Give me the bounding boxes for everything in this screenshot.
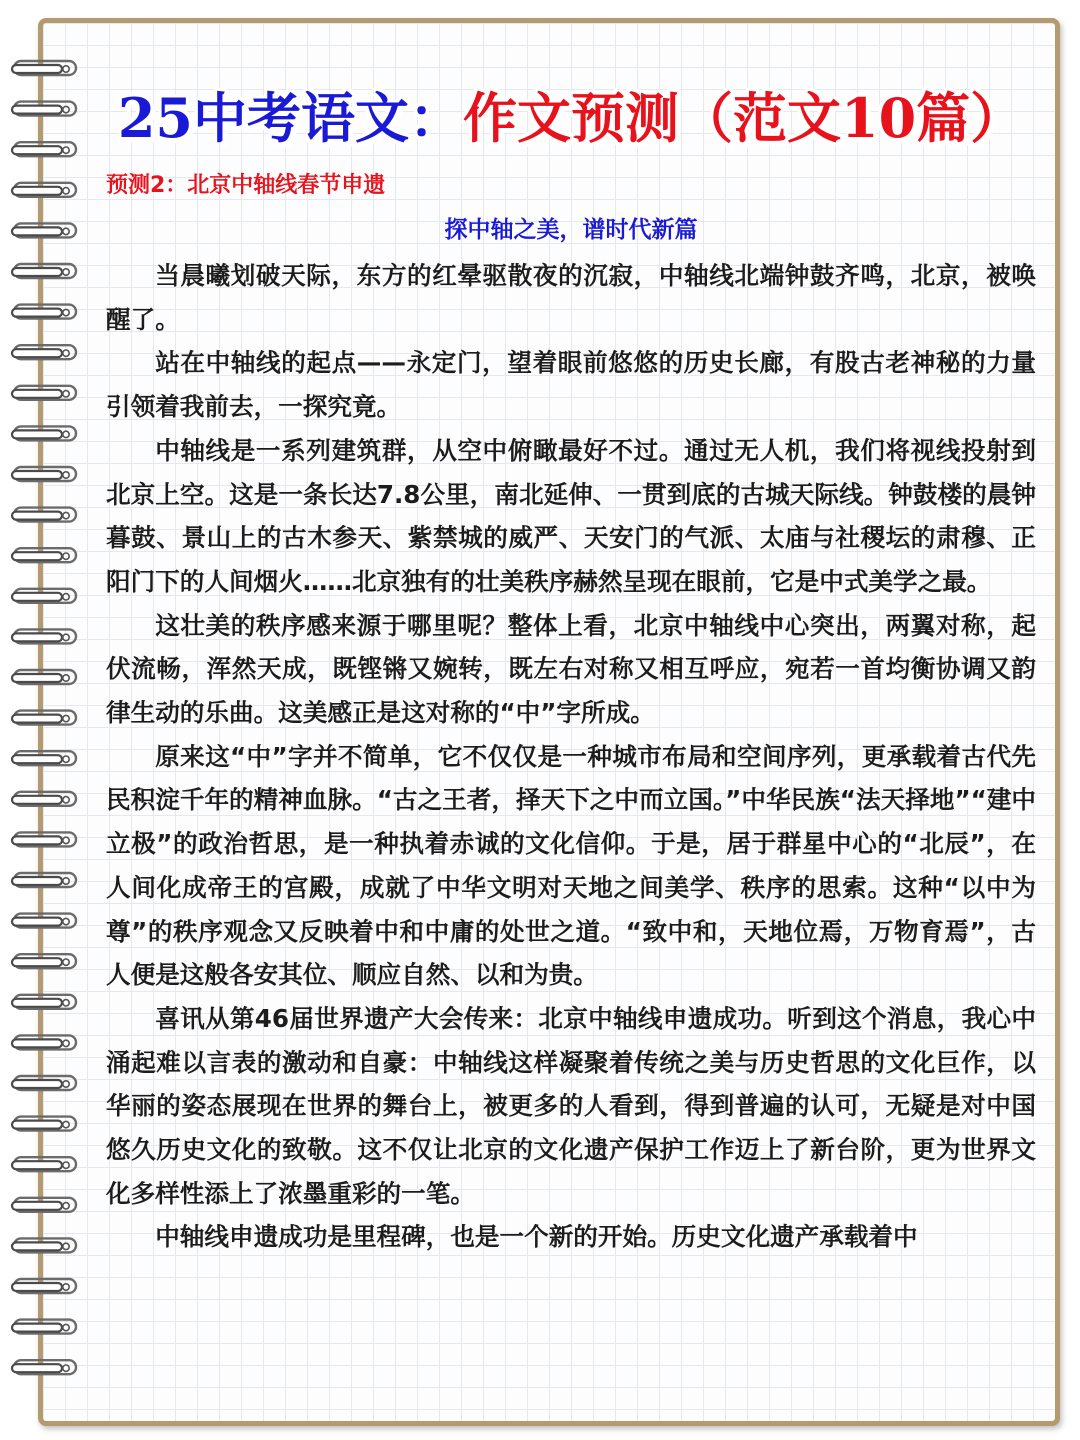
binding-ring xyxy=(12,345,76,359)
binding-ring xyxy=(12,629,76,643)
binding-ring xyxy=(12,589,76,603)
binding-ring xyxy=(12,832,76,846)
binding-ring xyxy=(12,711,76,725)
binding-ring xyxy=(12,386,76,400)
essay-paragraph: 原来这“中”字并不简单，它不仅仅是一种城市布局和空间序列，更承载着古代先民积淀千年的精神血脉。“古之王者，择天下之中而立国。”中华民族“法天择地”“建中立极”的政治哲思，是一种执着赤诚的文化信仰。于是，居于群星中心的“北辰”，在人间化成帝王的宫殿，成就了中华文明对天地之间美学、秩序的思索。这种“以中为尊”的秩序观念又反映着中和中庸的处世之道。“致中和，天地位焉，万物育焉”，古人便是这般各安其位、顺应自然、以和为贵。 xyxy=(106,741,1036,990)
binding-ring xyxy=(12,873,76,887)
essay-body xyxy=(106,254,1036,1259)
binding-ring xyxy=(12,1035,76,1049)
binding-ring xyxy=(12,183,76,197)
page-title xyxy=(106,78,1036,158)
document-content xyxy=(106,78,1036,1259)
binding-ring xyxy=(12,1117,76,1131)
binding-ring xyxy=(12,102,76,116)
essay-paragraph: 中轴线申遗成功是里程碑，也是一个新的开始。历史文化遗产承载着中 xyxy=(155,1222,918,1252)
essay-paragraph: 当晨曦划破天际，东方的红晕驱散夜的沉寂，中轴线北端钟鼓齐鸣，北京，被唤醒了。 xyxy=(106,261,1036,334)
spiral-binding-icon xyxy=(0,0,90,1440)
binding-ring xyxy=(12,264,76,278)
binding-ring xyxy=(12,305,76,319)
essay-paragraph: 中轴线是一系列建筑群，从空中俯瞰最好不过。通过无人机，我们将视线投射到北京上空。这是一条长达7.8公里，南北延伸、一贯到底的古城天际线。钟鼓楼的晨钟暮鼓、景山上的古木参天、紫禁城的威严、天安门的气派、太庙与社稷坛的肃穆、正阳门下的人间烟火……北京独有的壮美秩序赫然呈现在眼前，它是中式美学之最。 xyxy=(106,435,1036,596)
binding-ring xyxy=(12,1238,76,1252)
binding-ring xyxy=(12,223,76,237)
binding-ring xyxy=(12,61,76,75)
binding-ring xyxy=(12,508,76,522)
binding-ring xyxy=(12,995,76,1009)
binding-ring xyxy=(12,1076,76,1090)
binding-ring xyxy=(12,142,76,156)
title-blue-part: 25中考语文： xyxy=(117,86,463,150)
title-red-part: 作文预测（范文10篇） xyxy=(463,86,1025,150)
binding-ring xyxy=(12,1279,76,1293)
binding-ring xyxy=(12,1198,76,1212)
binding-ring xyxy=(12,467,76,481)
essay-paragraph: 喜讯从第46届世界遗产大会传来：北京中轴线申遗成功。听到这个消息，我心中涌起难以言表的激动和自豪：中轴线这样凝聚着传统之美与历史哲思的文化巨作，以华丽的姿态展现在世界的舞台上，被更多的人看到，得到普遍的认可，无疑是对中国悠久历史文化的致敬。这不仅让北京的文化遗产保护工作迈上了新台阶，更为世界文化多样性添上了浓墨重彩的一笔。 xyxy=(106,1003,1036,1208)
binding-ring xyxy=(12,548,76,562)
binding-ring xyxy=(12,1320,76,1334)
binding-ring xyxy=(12,751,76,765)
essay-paragraph: 这壮美的秩序感来源于哪里呢？整体上看，北京中轴线中心突出，两翼对称，起伏流畅，浑然天成，既铿锵又婉转，既左右对称又相互呼应，宛若一首均衡协调又韵律生动的乐曲。这美感正是这对称的“中”字所成。 xyxy=(106,610,1036,728)
binding-ring xyxy=(12,1360,76,1374)
binding-ring xyxy=(12,1157,76,1171)
binding-ring xyxy=(12,792,76,806)
essay-paragraph: 站在中轴线的起点——永定门，望着眼前悠悠的历史长廊，有股古老神秘的力量引领着我前去，一探究竟。 xyxy=(106,348,1036,422)
binding-ring xyxy=(12,914,76,928)
essay-title: 探中轴之美，谱时代新篇 xyxy=(444,217,698,243)
binding-ring xyxy=(12,670,76,684)
binding-ring xyxy=(12,954,76,968)
prediction-subtitle: 预测2：北京中轴线春节申遗 xyxy=(106,173,386,198)
binding-ring xyxy=(12,426,76,440)
